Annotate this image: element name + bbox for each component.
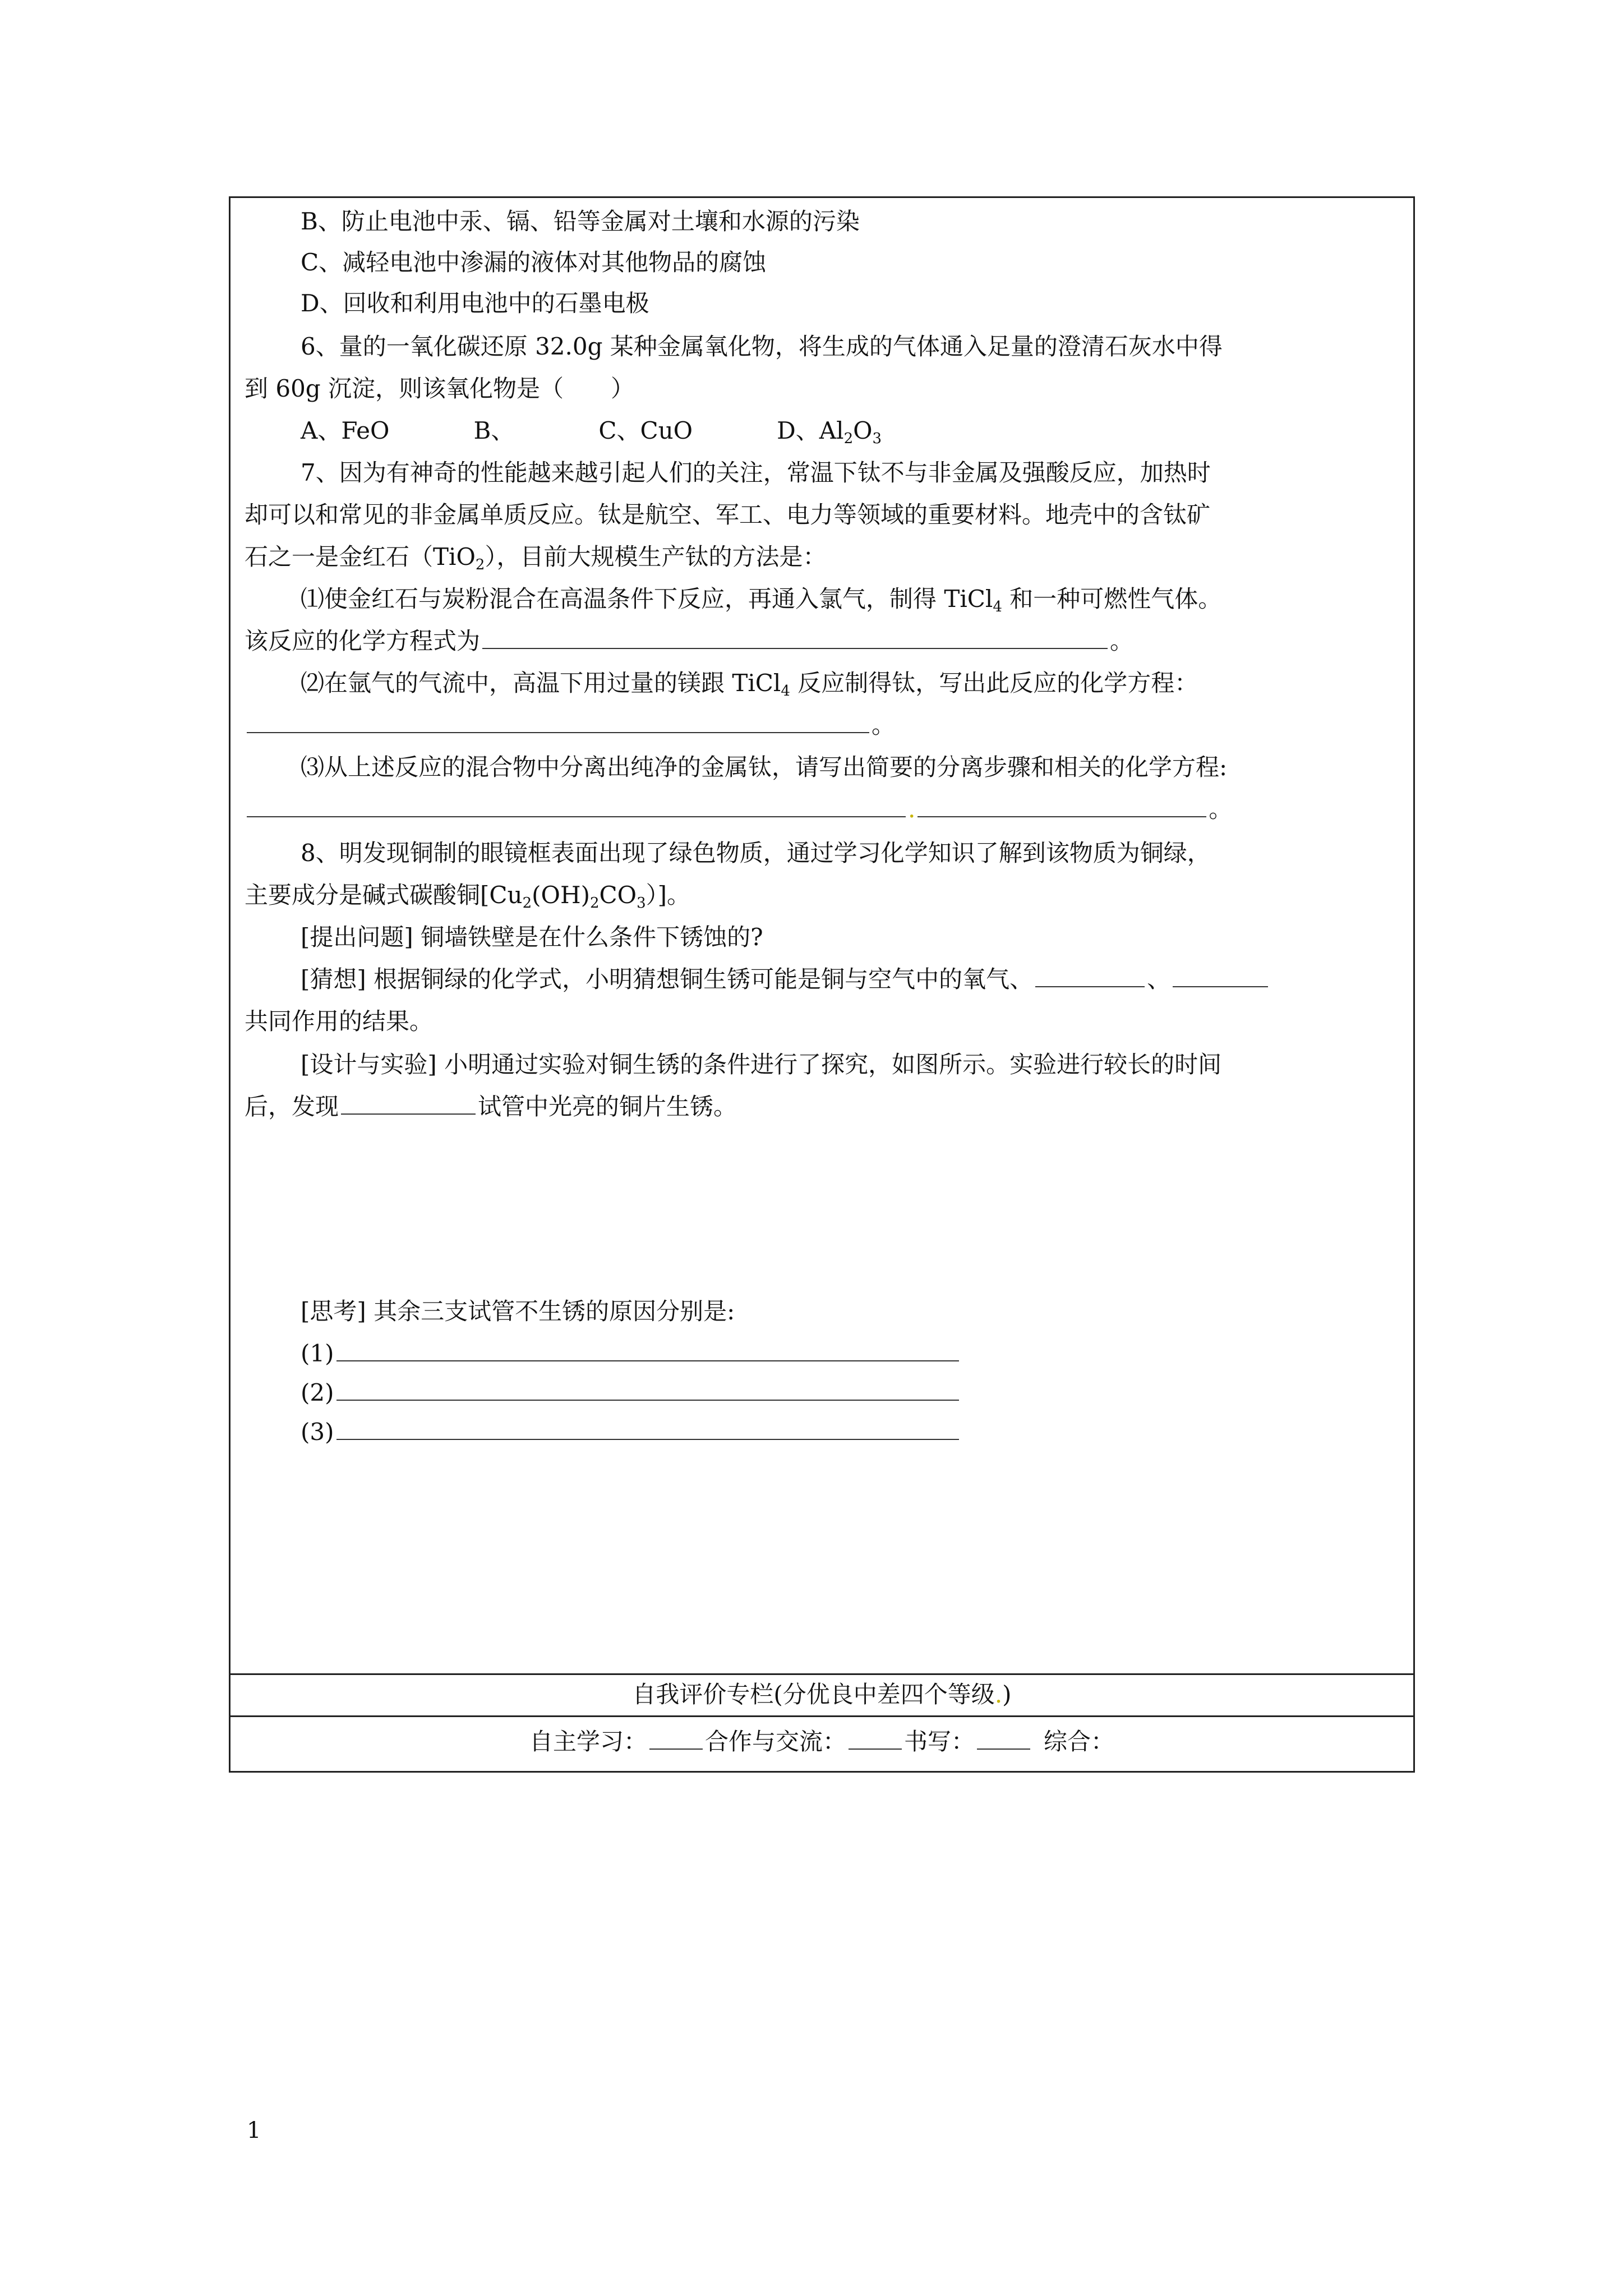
question-7-part-1-line-2: 该反应的化学方程式为 。: [245, 624, 1133, 658]
row-divider: [230, 1715, 1413, 1717]
answer-blank[interactable]: [1173, 963, 1268, 987]
question-6-line-1: 6、量的一氧化碳还原 32.0g 某种金属氧化物，将生成的气体通入足量的澄清石灰水中得: [301, 333, 1223, 360]
question-8-line-2: 主要成分是碱式碳酸铜$[Cu_2(OH)_2CO_3)$]。: [245, 881, 691, 912]
answer-blank[interactable]: [341, 1090, 476, 1115]
answer-blank[interactable]: [336, 1415, 959, 1440]
question-7-line-3: 石之一是金红石（TiO$_2$），目前大规模生产钛的方法是：: [245, 543, 827, 573]
question-8-think: [思考] 其余三支试管不生锈的原因分别是:: [301, 1297, 735, 1325]
q6-option-d: D、$Al_2O_3$: [777, 417, 882, 447]
question-8-design-line-1: [设计与实验] 小明通过实验对铜生锈的条件进行了探究，如图所示。实验进行较长的时间: [301, 1051, 1222, 1078]
answer-blank[interactable]: [336, 1337, 959, 1361]
self-study-blank[interactable]: [649, 1725, 703, 1750]
question-8-line-1: 8、明发现铜制的眼镜框表面出现了绿色物质，通过学习化学知识了解到该物质为铜绿，: [301, 839, 1211, 867]
q6-option-c: C、CuO: [598, 417, 693, 444]
reason-line-1: (1): [301, 1337, 961, 1370]
answer-blank[interactable]: [917, 793, 1206, 817]
answer-blank[interactable]: [1035, 963, 1145, 987]
cooperation-blank[interactable]: [849, 1725, 902, 1750]
question-7-part-3-line-1: ⑶从上述反应的混合物中分离出纯净的金属钛，请写出简要的分离步骤和相关的化学方程:: [301, 753, 1228, 781]
answer-blank[interactable]: [247, 708, 869, 733]
answer-blank[interactable]: [482, 624, 1108, 649]
option-d: D、回收和利用电池中的石墨电极: [301, 289, 649, 317]
question-7-line-1: 7、因为有神奇的性能越来越引起人们的关注，常温下钛不与非金属及强酸反应，加热时: [301, 459, 1211, 486]
option-c: C、减轻电池中渗漏的液体对其他物品的腐蚀: [301, 249, 767, 276]
answer-blank[interactable]: [247, 793, 906, 817]
question-7-part-1-line-1: ⑴使金红石与炭粉混合在高温条件下反应，再通入氯气，制得 TiCl$_4$ 和一种可燃性气体。: [301, 585, 1222, 615]
question-7-part-2-line-2: 。: [245, 708, 895, 742]
question-6-line-2: 到 60g 沉淀，则该氧化物是（ ）: [245, 375, 635, 402]
reason-line-2: (2): [301, 1376, 961, 1410]
page-number: 1: [247, 2118, 261, 2143]
writing-blank[interactable]: [977, 1725, 1030, 1750]
answer-blank[interactable]: [336, 1376, 959, 1401]
questions-cell: [230, 198, 1413, 1673]
question-7-part-2-line-1: ⑵在氩气的气流中，高温下用过量的镁跟 TiCl$_4$ 反应制得钛，写出此反应的化学方程：: [301, 669, 1198, 700]
question-8-guess-line-1: [猜想] 根据铜绿的化学式，小明猜想铜生锈可能是铜与空气中的氧气、 、: [301, 963, 1270, 996]
q6-option-a: A、FeO: [301, 417, 390, 444]
question-8-problem: [提出问题] 铜墙铁壁是在什么条件下锈蚀的?: [301, 923, 763, 951]
worksheet-table: [229, 196, 1415, 1773]
row-divider: [230, 1673, 1413, 1675]
reason-line-3: (3): [301, 1415, 961, 1449]
question-7-part-3-line-2: . 。: [245, 793, 1232, 826]
question-7-line-2: 却可以和常见的非金属单质反应。钛是航空、军工、电力等领域的重要材料。地壳中的含钛矿: [245, 501, 1211, 528]
question-8-guess-line-2: 共同作用的结果。: [245, 1007, 434, 1035]
option-b: B、防止电池中汞、镉、铅等金属对土壤和水源的污染: [301, 208, 860, 235]
self-evaluation-title: 自我评价专栏(分优良中差四个等级.): [632, 1681, 1012, 1708]
self-evaluation-fields: 自主学习： 合作与交流： 书写： 综合：: [230, 1725, 1413, 1759]
q6-option-b: B、: [473, 417, 515, 444]
question-6-options: [301, 414, 882, 448]
question-8-design-line-2: 后，发现 试管中光亮的铜片生锈。: [245, 1090, 737, 1124]
